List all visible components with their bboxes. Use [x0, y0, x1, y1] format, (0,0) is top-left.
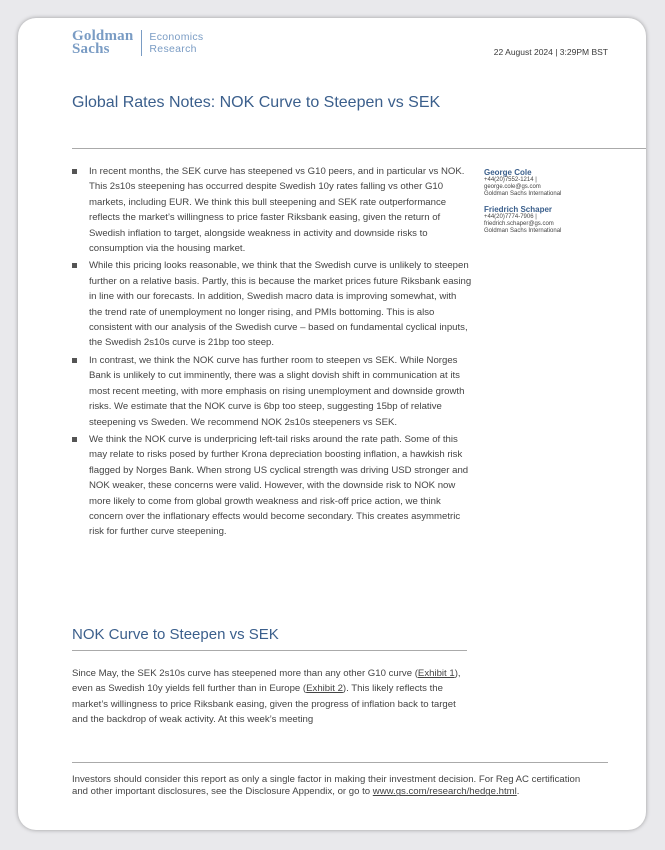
- bullet-square-icon: [72, 263, 77, 268]
- author-name: Friedrich Schaper: [484, 205, 553, 215]
- exhibit-2-link[interactable]: Exhibit 2: [306, 683, 343, 695]
- report-page: [18, 18, 646, 830]
- disclosure-link[interactable]: www.gs.com/research/hedge.html: [372, 786, 517, 798]
- key-points-list: [72, 164, 472, 542]
- logo-wordmark: Goldman Sachs: [72, 28, 134, 57]
- key-point: While this pricing looks reasonable, we think that the Swedish curve is unlikely to steepen further on a relative basis. Partly, this is because the market prices future Riksbank easing in line with our forecasts. In addition, Swedish macro data is improving somewhat, with the trend rate of unemployment no longer rising, and PMIs bottoming. This is also consistent with our analysis of the Swedish curve – based on fundamental cyclical inputs, the Swedish 2s10s curve is 21bp too steep.: [72, 258, 472, 350]
- goldman-sachs-logo: [72, 30, 203, 56]
- key-point: In recent months, the SEK curve has steepened vs G10 peers, and in particular vs NOK. This 2s10s steepening has occurred despite Swedish 10y rates falling vs other G10 markets, including EUR. We think this bull steepening and SEK rate outperformance reflects the market’s willingness to price faster Riksbank easing, given the return of Swedish inflation to target, alongside weakness in activity and downside risks to consumption via the housing market.: [72, 164, 472, 256]
- logo-divider: [141, 30, 142, 56]
- section-divider: [72, 650, 467, 651]
- authors-sidebar: [484, 168, 624, 243]
- key-point: In contrast, we think the NOK curve has further room to steepen vs SEK. While Norges Bank is unlikely to cut imminently, there was a slight dovish shift in communication at its most recent meeting, with more emphasis on rising unemployment and downside growth risks. We estimate that the NOK curve is 6bp too steep, suggesting 15bp of relative steepening vs Sweden. We recommend NOK 2s10s steepeners vs SEK.: [72, 353, 472, 430]
- body-paragraph: Since May, the SEK 2s10s curve has steepened more than any other G10 curve (Exhibit 1), even as Swedish 10y yields fell further than in Europe (Exhibit 2). This likely reflects the market’s willingness to price Riksbank easing, given the progress of inflation back to target and the backdrop of weak activity. At this week’s meeting: [72, 668, 461, 726]
- author-phone: +44(20)7552-1214 |: [484, 177, 537, 183]
- bullet-square-icon: [72, 437, 77, 442]
- author-org: Goldman Sachs International: [484, 190, 562, 197]
- report-title: Global Rates Notes: NOK Curve to Steepen vs SEK: [72, 94, 441, 111]
- author-card: [484, 205, 624, 234]
- exhibit-1-link[interactable]: Exhibit 1: [417, 668, 455, 679]
- author-email[interactable]: george.cole@gs.com: [484, 183, 541, 190]
- author-card: [484, 168, 624, 197]
- disclosure-footer: Investors should consider this report as only a single factor in making their investment decision. For Reg AC certification and other important disclosures, see the Disclosure Appendix, or go to www.gs.com/research/hedge.html.: [72, 774, 581, 798]
- publish-date: 22 August 2024 | 3:29PM BST: [493, 47, 608, 57]
- key-point: We think the NOK curve is underpricing left-tail risks around the rate path. Some of this may relate to risks posed by further Krona depreciation boosting inflation, a hawkish risk flagged by Norges Bank. When strong US cyclical strength was driving USD stronger and NOK weaker, these concerns were valid. However, with the downside risk to NOK now more likely to come from global growth weakness and risk-off price action, we think concern over the inflationary effects would become secondary. This creates asymmetric risk for further curve steepening.: [72, 432, 472, 540]
- division-label: Economics Research: [149, 31, 204, 55]
- section-heading: NOK Curve to Steepen vs SEK: [72, 626, 279, 643]
- author-email[interactable]: friedrich.schaper@gs.com: [484, 221, 554, 228]
- bullet-square-icon: [72, 169, 77, 174]
- author-phone: +44(20)7774-7906 |: [484, 214, 537, 221]
- bullet-square-icon: [72, 358, 77, 363]
- title-divider: [72, 148, 646, 149]
- footer-divider: [72, 762, 608, 763]
- author-org: Goldman Sachs International: [484, 227, 562, 234]
- author-name: George Cole: [484, 168, 532, 177]
